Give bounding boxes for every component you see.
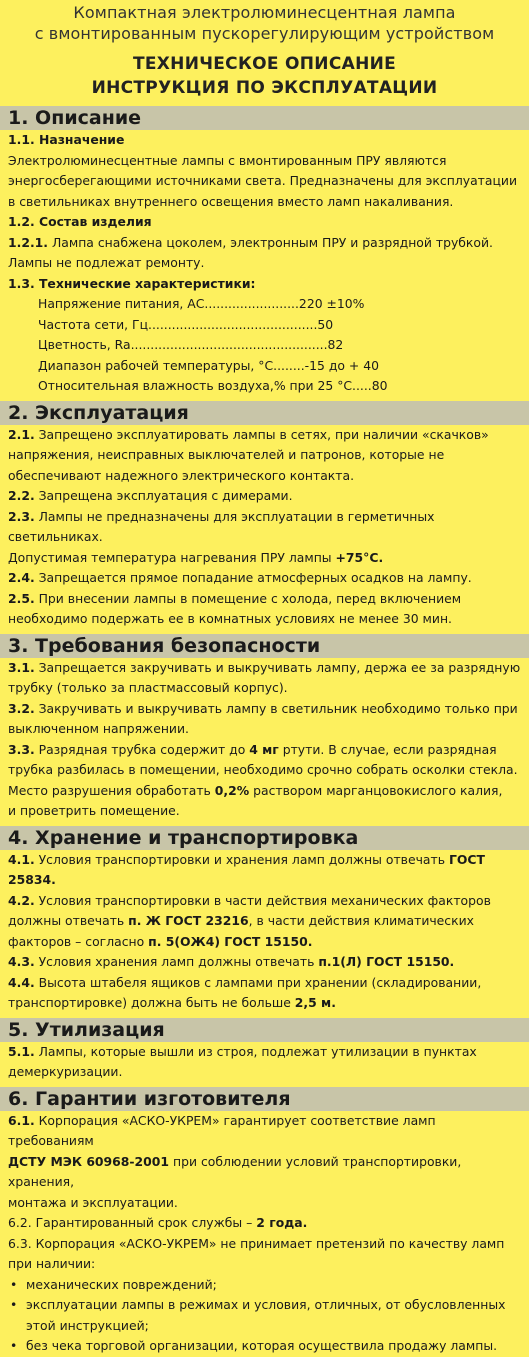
bullet-icon: • — [10, 1276, 18, 1292]
paragraph-line: выключенном напряжении. — [8, 721, 189, 736]
document-title — [0, 52, 529, 100]
characteristics-list — [8, 294, 521, 397]
paragraph-line: напряжения, неисправных выключателей и патронов, которые не — [8, 447, 445, 462]
paragraph-text: Запрещается прямое попадание атмосферных осадков на лампу. — [34, 570, 472, 585]
paragraph-4-4 — [8, 973, 521, 994]
conditions-list — [8, 1275, 521, 1357]
paragraph-1-2-1 — [8, 233, 521, 254]
list-item-text: механических повреждений; — [26, 1276, 217, 1292]
characteristic-item: Напряжение питания, АС........................220 ±10% — [38, 296, 365, 311]
paragraph-text: Запрещена эксплуатация с димерами. — [34, 488, 293, 503]
paragraph-text: , в части действия климатических — [248, 913, 474, 928]
paragraph-text: факторов – согласно — [8, 933, 149, 949]
paragraph-line: энергосберегающими источниками света. Предназначены для эксплуатации — [8, 173, 518, 188]
bold-value: п.1(Л) ГОСТ 15150. — [318, 954, 455, 969]
paragraph-text: Корпорация «АСКО-УКРЕМ» гарантирует соответствие ламп требованиям — [8, 1112, 436, 1148]
document-title-line2: ИНСТРУКЦИЯ ПО ЭКСПЛУАТАЦИИ — [91, 78, 438, 98]
paragraph-3-2 — [8, 699, 521, 720]
item-number: 2.1. — [8, 426, 35, 442]
item-number: 4.2. — [8, 892, 35, 908]
bold-value: ГОСТ 25834. — [8, 851, 485, 887]
section-6-body — [0, 1111, 529, 1357]
paragraph-text: Высота штабеля ящиков с лампами при хранении (складировании, — [34, 974, 482, 990]
bold-value: +75°С. — [335, 549, 384, 565]
bold-value: п. 5(ОЖ4) ГОСТ 15150. — [148, 933, 313, 949]
characteristic-item: Частота сети, Гц...........................................50 — [38, 316, 334, 332]
list-item — [8, 1275, 521, 1296]
item-number: 3.3. — [8, 741, 35, 757]
paragraph-text: Лампы, которые вышли из строя, подлежат утилизации в пунктах — [34, 1043, 477, 1059]
paragraph-line: монтажа и эксплуатации. — [8, 1194, 178, 1210]
paragraph-2-5 — [8, 589, 521, 610]
item-number: 4.3. — [8, 954, 35, 969]
paragraph-line: при наличии: — [8, 1256, 96, 1271]
paragraph-line: обеспечивают надежного электрического контакта. — [8, 467, 355, 483]
paragraph-text: Запрещается закручивать и выкручивать лампу, держа ее за разрядную — [34, 659, 521, 675]
item-number: 3.1. — [8, 659, 35, 675]
item-number: 2.3. — [8, 508, 35, 524]
paragraph-text: Разрядная трубка содержит до — [34, 741, 250, 757]
section-6-header: 6. Гарантии изготовителя — [0, 1087, 529, 1111]
item-number: 4.1. — [8, 851, 35, 867]
section-1-body — [0, 130, 529, 397]
bold-value: 2 года. — [256, 1215, 308, 1230]
paragraph-line — [8, 548, 521, 569]
section-5-header: 5. Утилизация — [0, 1018, 529, 1042]
paragraph-line: необходимо подержать ее в комнатных условиях не менее 30 мин. — [8, 611, 452, 626]
subheading-1-1: 1.1. Назначение — [8, 132, 125, 147]
paragraph-6-3: 6.3. Корпорация «АСКО-УКРЕМ» не принимает претензий по качеству ламп — [8, 1235, 505, 1251]
section-4-header: 4. Хранение и транспортировка — [0, 826, 529, 850]
paragraph-2-2 — [8, 486, 521, 507]
bullet-icon: • — [10, 1297, 18, 1312]
paragraph-text: Условия транспортировки в части действия механических факторов — [34, 892, 491, 908]
paragraph-line: трубку (только за пластмассовый корпус). — [8, 680, 288, 695]
paragraph-text: Допустимая температура нагревания ПРУ лампы — [8, 549, 336, 565]
item-number: 1.2.1. — [8, 234, 48, 250]
section-3-header: 3. Требования безопасности — [0, 634, 529, 658]
paragraph-4-2 — [8, 891, 521, 912]
product-title-line1: Компактная электролюминесцентная лампа — [73, 3, 456, 22]
paragraph-2-1 — [8, 425, 521, 446]
section-3-body — [0, 658, 529, 822]
section-2-header: 2. Эксплуатация — [0, 401, 529, 425]
bullet-icon: • — [10, 1338, 18, 1353]
paragraph-6-1 — [8, 1111, 521, 1152]
paragraph-line — [8, 911, 521, 932]
list-item — [8, 1295, 521, 1336]
subheading-1-2: 1.2. Состав изделия — [8, 214, 152, 229]
paragraph-text: Условия хранения ламп должны отвечать — [34, 954, 319, 969]
paragraph-text: Лампа снабжена цоколем, электронным ПРУ и разрядной трубкой. — [48, 234, 493, 250]
paragraph-line — [8, 932, 521, 953]
paragraph-text: при соблюдении условий транспортировки, хранения, — [8, 1153, 462, 1189]
paragraph-line — [8, 993, 521, 1014]
paragraph-5-1 — [8, 1042, 521, 1063]
section-5-body — [0, 1042, 529, 1083]
item-number: 5.1. — [8, 1043, 35, 1059]
section-1-header: 1. Описание — [0, 106, 529, 130]
paragraph-6-2 — [8, 1213, 521, 1234]
paragraph-line — [8, 781, 521, 802]
list-item-text: без чека торговой организации, которая осуществила продажу лампы. — [26, 1338, 498, 1353]
item-number: 3.2. — [8, 700, 35, 716]
paragraph-text: Лампы не предназначены для эксплуатации в герметичных светильниках. — [8, 508, 435, 544]
paragraph-text: При внесении лампы в помещение с холода, перед включением — [34, 590, 462, 606]
item-number: 2.2. — [8, 488, 35, 503]
list-item-text: эксплуатации лампы в режимах и условия, отличных, от обусловленных — [26, 1297, 506, 1312]
paragraph-line: и проветрить помещение. — [8, 803, 180, 818]
paragraph-text: должны отвечать — [8, 913, 129, 928]
item-number: 4.4. — [8, 974, 35, 990]
paragraph-text: Запрещено эксплуатировать лампы в сетях, при наличии «скачков» — [34, 426, 489, 442]
bold-value: ДСТУ МЭК 60968-2001 — [8, 1153, 170, 1169]
paragraph-line — [8, 1152, 521, 1193]
list-item — [8, 1336, 521, 1357]
paragraph-line: Лампы не подлежат ремонту. — [8, 255, 205, 270]
item-number: 6.1. — [8, 1112, 35, 1128]
bold-value: п. Ж ГОСТ 23216 — [128, 913, 249, 928]
item-number: 2.5. — [8, 590, 35, 606]
document-title-line1: ТЕХНИЧЕСКОЕ ОПИСАНИЕ — [132, 54, 397, 74]
paragraph-line: демеркуризации. — [8, 1064, 123, 1079]
paragraph-line: в светильниках внутреннего освещения вместо ламп накаливания. — [8, 193, 454, 209]
paragraph-text: Место разрушения обработать — [8, 782, 215, 798]
item-number: 2.4. — [8, 570, 35, 585]
subheading-1-3: 1.3. Технические характеристики: — [8, 275, 256, 291]
paragraph-text: Условия транспортировки и хранения ламп должны отвечать — [34, 851, 449, 867]
section-4-body — [0, 850, 529, 1014]
characteristic-item: Диапазон рабочей температуры, °С........-15 до + 40 — [38, 357, 379, 373]
paragraph-text: Закручивать и выкручивать лампу в светильник необходимо только при — [34, 700, 518, 716]
paragraph-3-1 — [8, 658, 521, 679]
paragraph-4-1 — [8, 850, 521, 891]
paragraph-text: транспортировке) должна быть не больше — [8, 995, 295, 1010]
paragraph-4-3 — [8, 952, 521, 973]
paragraph-text: ртути. В случае, если разрядная — [278, 741, 497, 757]
product-title-line2: с вмонтированным пускорегулирующим устройством — [34, 24, 495, 43]
list-item-text: этой инструкцией; — [26, 1317, 149, 1333]
paragraph-3-3 — [8, 740, 521, 761]
paragraph-text: раствором марганцовокислого калия, — [249, 782, 503, 798]
paragraph-text: 6.2. Гарантированный срок службы – — [8, 1215, 257, 1230]
bold-value: 2,5 м. — [294, 995, 336, 1010]
product-title — [0, 0, 529, 44]
paragraph-2-3 — [8, 507, 521, 548]
section-2-body — [0, 425, 529, 630]
bold-value: 4 мг — [249, 741, 279, 757]
paragraph-2-4 — [8, 568, 521, 589]
characteristic-item: Относительная влажность воздуха,% при 25 °С.....80 — [38, 378, 388, 393]
paragraph-line: трубка разбилась в помещении, необходимо срочно собрать осколки стекла. — [8, 762, 518, 777]
paragraph-line: Электролюминесцентные лампы с вмонтированным ПРУ являются — [8, 152, 447, 168]
characteristic-item: Цветность, Ra..................................................82 — [38, 337, 344, 352]
bold-value: 0,2% — [214, 782, 250, 798]
